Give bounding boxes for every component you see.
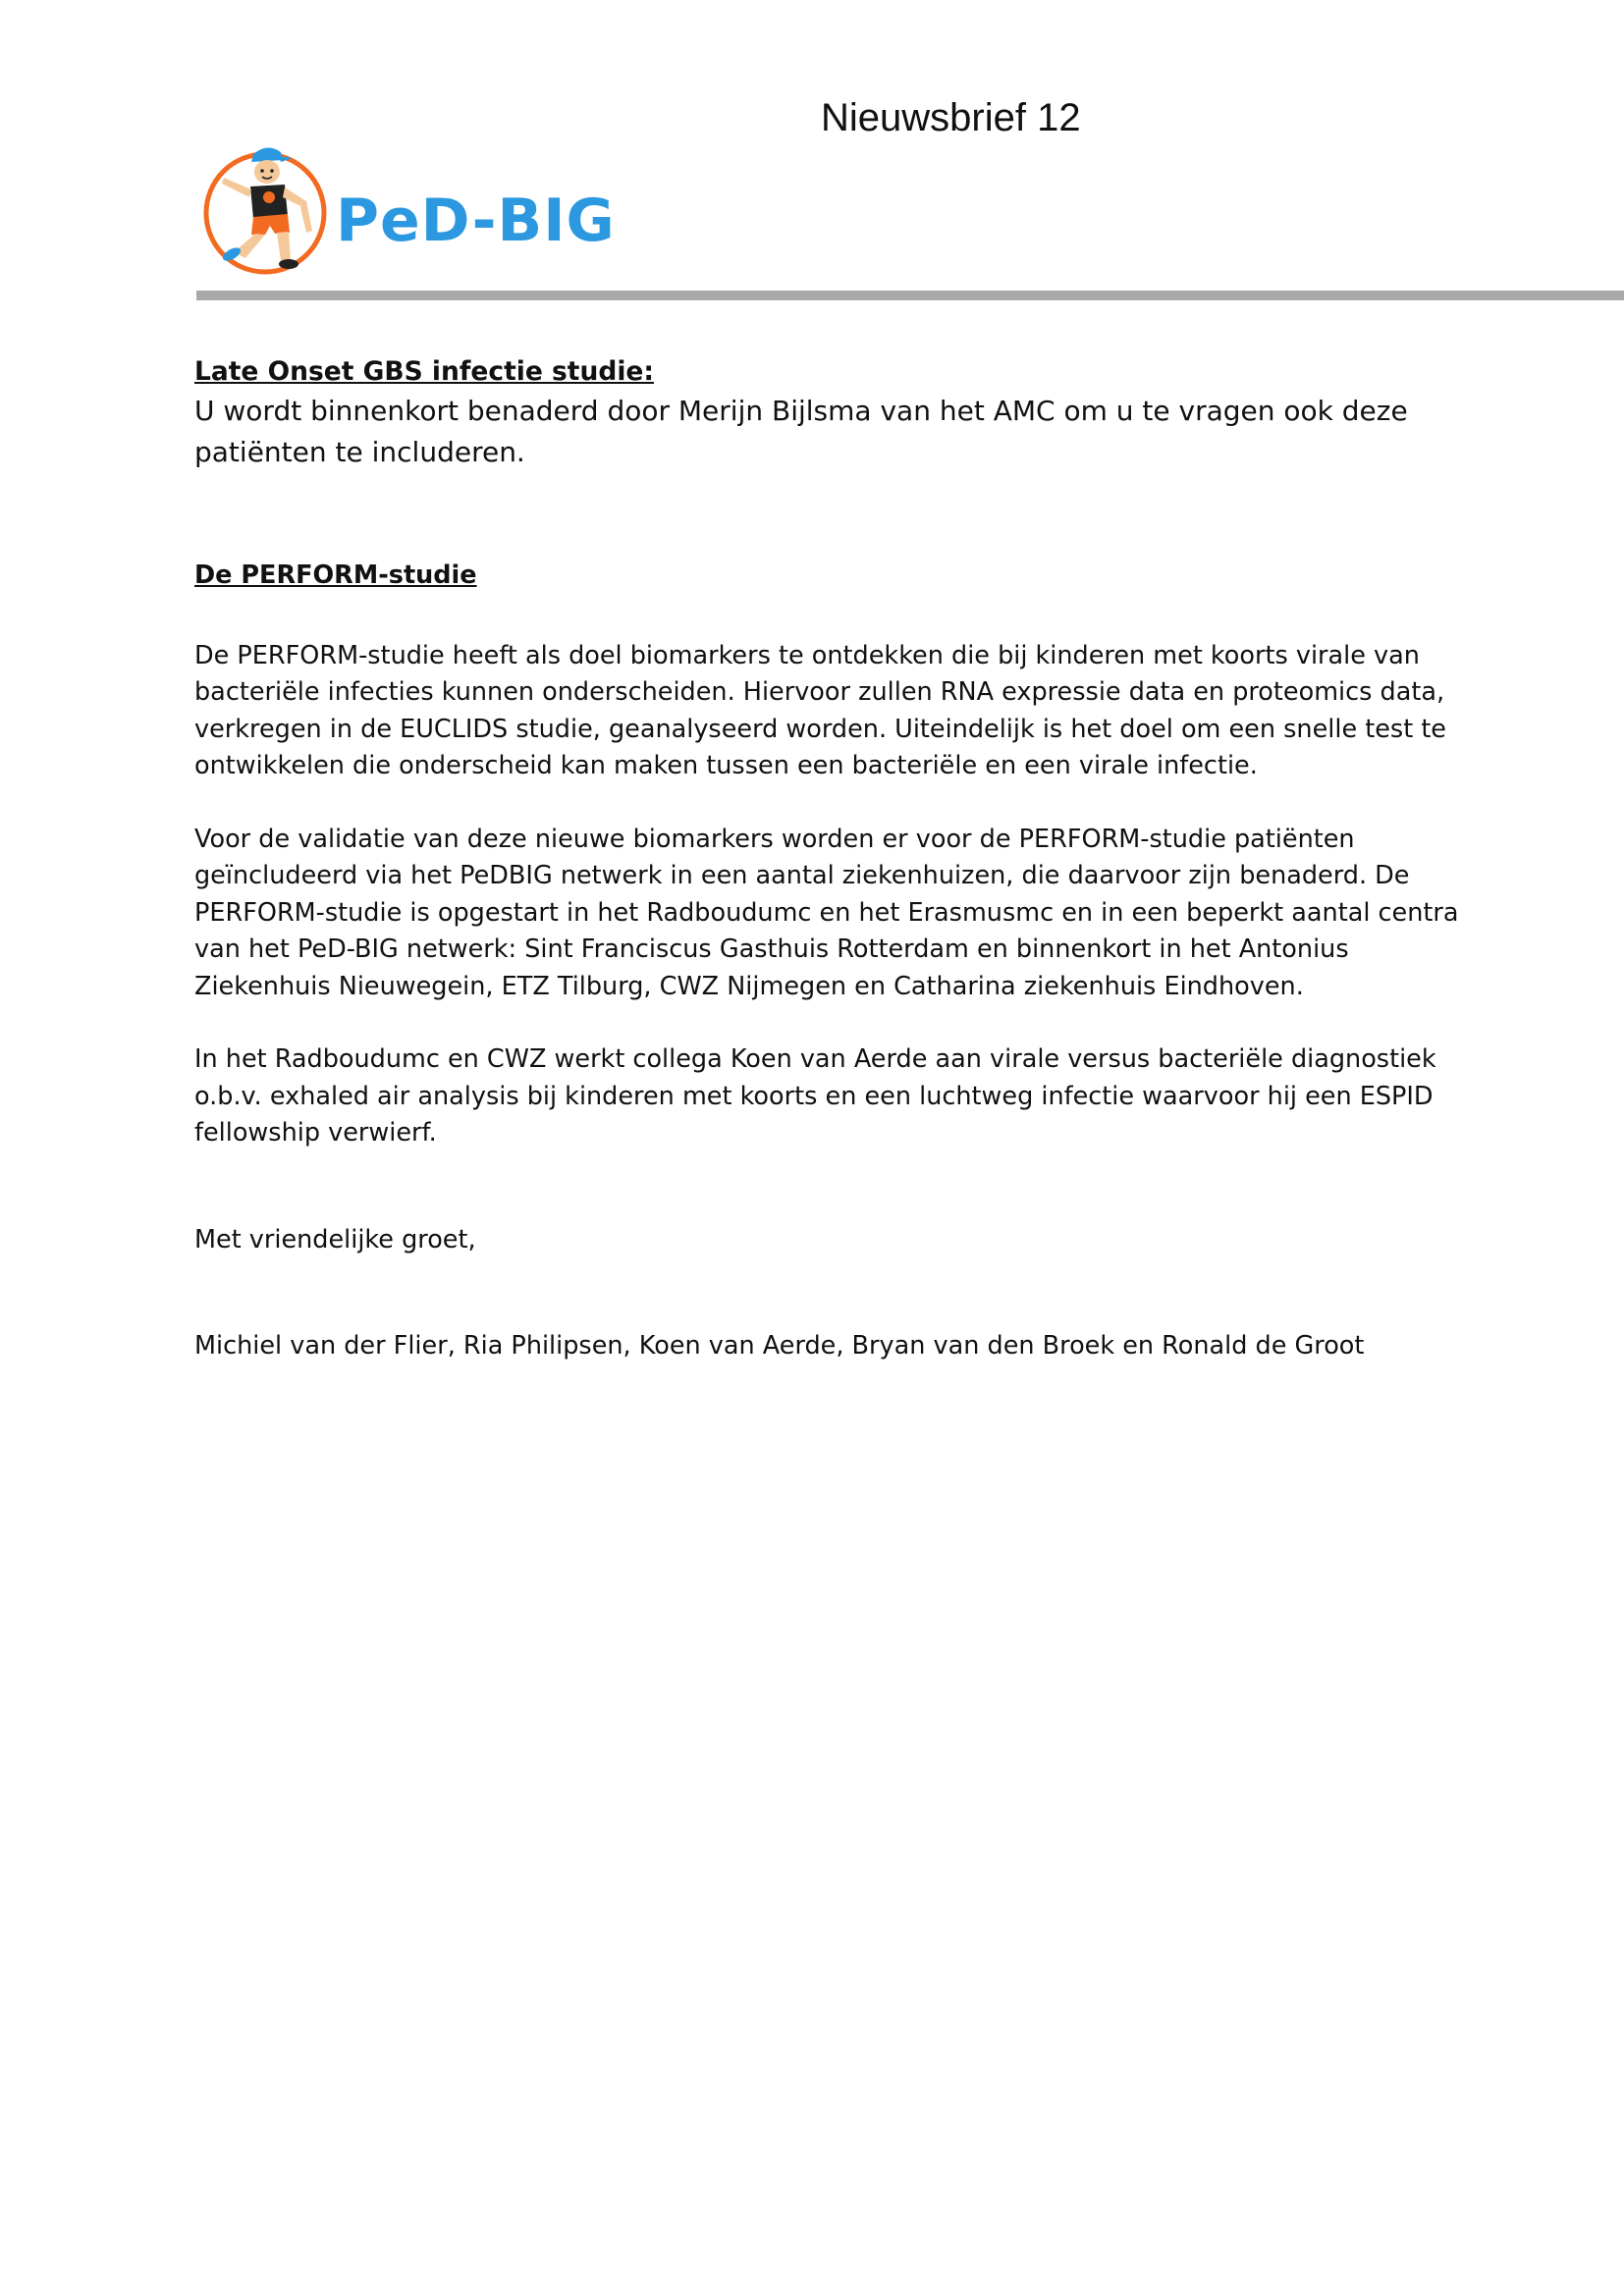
late-onset-line: U wordt binnenkort benaderd door Merijn Bijlsma van het AMC om u te vragen ook deze bbox=[194, 395, 1408, 427]
perform-paragraph-line: o.b.v. exhaled air analysis bij kinderen met koorts en een luchtweg infectie waarvoor hij een ESPID bbox=[194, 1081, 1434, 1111]
signatories: Michiel van der Flier, Ria Philipsen, Koen van Aerde, Bryan van den Broek en Ronald de Groot bbox=[194, 1331, 1365, 1361]
perform-paragraph-line: In het Radboudumc en CWZ werkt collega Koen van Aerde aan virale versus bacteriële diagnostiek bbox=[194, 1044, 1436, 1074]
perform-paragraph-line: bacteriële infecties kunnen onderscheiden. Hiervoor zullen RNA expressie data en proteomics data, bbox=[194, 677, 1445, 707]
spacer bbox=[194, 1258, 1471, 1328]
spacer bbox=[194, 1152, 1471, 1222]
closing-greeting: Met vriendelijke groet, bbox=[194, 1224, 476, 1255]
ped-big-logo bbox=[196, 142, 616, 280]
late-onset-heading: Late Onset GBS infectie studie: bbox=[194, 356, 654, 387]
perform-heading: De PERFORM-studie bbox=[194, 561, 477, 590]
logo-wordmark: PeD-BIG bbox=[336, 187, 616, 255]
newsletter-title: Nieuwsbrief 12 bbox=[821, 96, 1081, 139]
spacer bbox=[194, 473, 1471, 558]
perform-paragraph-line: Voor de validatie van deze nieuwe biomarkers worden er voor de PERFORM-studie patiënten bbox=[194, 824, 1355, 854]
perform-paragraph-line: PERFORM-studie is opgestart in het Radboudumc en het Erasmusmc en in een beperkt aantal centra bbox=[194, 897, 1459, 928]
newsletter-body bbox=[194, 353, 1471, 1365]
perform-paragraph-line: De PERFORM-studie heeft als doel biomarkers te ontdekken die bij kinderen met koorts virale van bbox=[194, 640, 1420, 670]
late-onset-line: patiënten te includeren. bbox=[194, 436, 525, 468]
spacer bbox=[194, 595, 1471, 638]
perform-paragraph-line: ontwikkelen die onderscheid kan maken tussen een bacteriële en een virale infectie. bbox=[194, 751, 1258, 780]
spacer bbox=[194, 1005, 1471, 1041]
spacer bbox=[194, 785, 1471, 822]
perform-paragraph-line: geïncludeerd via het PeDBIG netwerk in een aantal ziekenhuizen, die daarvoor zijn benaderd. De bbox=[194, 861, 1410, 890]
header-divider bbox=[196, 291, 1624, 300]
perform-paragraph-line: fellowship verwierf. bbox=[194, 1118, 437, 1148]
kid-mascot-icon bbox=[196, 142, 334, 280]
perform-paragraph-line: verkregen in de EUCLIDS studie, geanalyseerd worden. Uiteindelijk is het doel om een snelle test te bbox=[194, 714, 1446, 744]
perform-paragraph-line: van het PeD-BIG netwerk: Sint Franciscus Gasthuis Rotterdam en binnenkort in het Antonius bbox=[194, 934, 1349, 964]
perform-paragraph-line: Ziekenhuis Nieuwegein, ETZ Tilburg, CWZ Nijmegen en Catharina ziekenhuis Eindhoven. bbox=[194, 971, 1304, 1001]
